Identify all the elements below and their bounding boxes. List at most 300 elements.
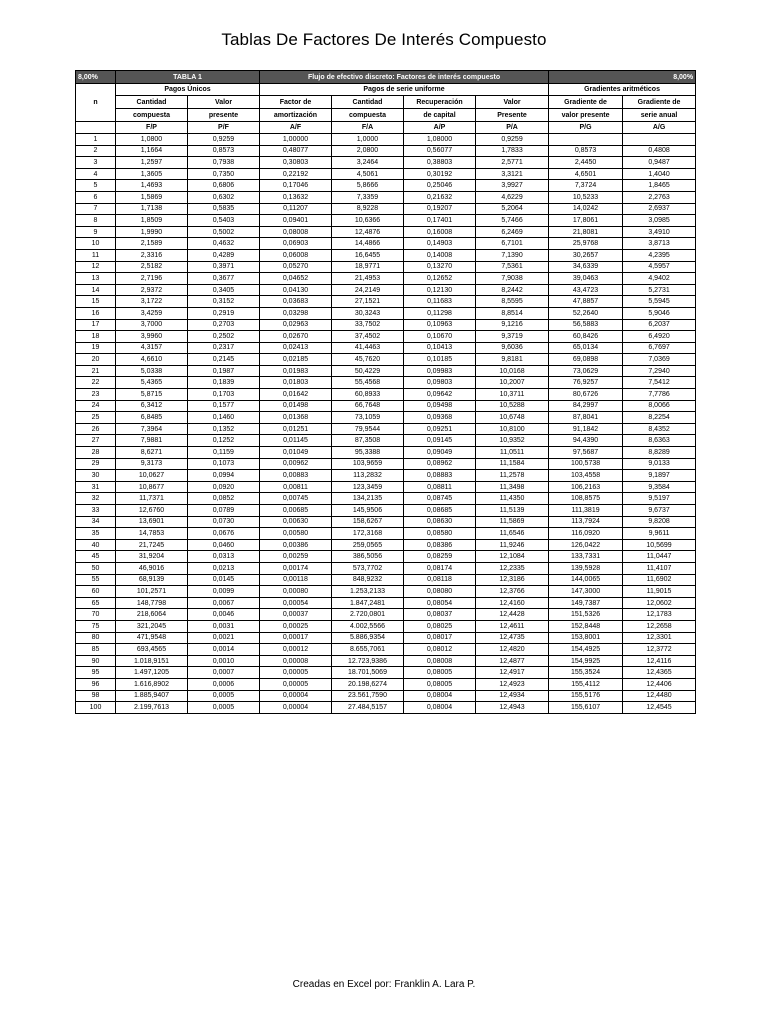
fa-cell: 14,4866 — [332, 238, 404, 250]
fp-cell: 1.885,9407 — [116, 690, 188, 702]
fp-cell: 14,7853 — [116, 528, 188, 540]
table-row — [76, 145, 696, 157]
fa-cell: 24,2149 — [332, 284, 404, 296]
table-row — [76, 667, 696, 679]
fp-cell: 6,8485 — [116, 412, 188, 424]
table-row — [76, 238, 696, 250]
fp-cell: 4,6610 — [116, 354, 188, 366]
column-header-line2: amortización — [260, 109, 332, 122]
n-cell: 11 — [76, 249, 116, 261]
af-cell: 0,00630 — [260, 516, 332, 528]
pf-cell: 0,0007 — [188, 667, 260, 679]
pf-cell: 0,6806 — [188, 180, 260, 192]
column-header-line2: compuesta — [332, 109, 404, 122]
pg-cell: 76,9257 — [549, 377, 623, 389]
table-row — [76, 377, 696, 389]
fp-cell: 10,0627 — [116, 470, 188, 482]
af-cell: 0,00811 — [260, 481, 332, 493]
fp-cell: 5,8715 — [116, 389, 188, 401]
pg-cell: 14,0242 — [549, 203, 623, 215]
table-row — [76, 620, 696, 632]
table-row — [76, 365, 696, 377]
n-cell: 7 — [76, 203, 116, 215]
table-row — [76, 458, 696, 470]
pa-cell: 12,4611 — [476, 620, 549, 632]
af-cell: 0,00004 — [260, 690, 332, 702]
n-cell: 40 — [76, 539, 116, 551]
af-cell: 0,08008 — [260, 226, 332, 238]
table-row — [76, 562, 696, 574]
pg-cell: 10,5233 — [549, 191, 623, 203]
table-row — [76, 284, 696, 296]
n-cell: 24 — [76, 400, 116, 412]
fa-cell: 1,0000 — [332, 134, 404, 146]
fp-cell: 31,9204 — [116, 551, 188, 563]
af-cell: 0,06008 — [260, 249, 332, 261]
group-uniform-series: Pagos de serie uniforme — [260, 84, 549, 96]
pa-cell: 8,2442 — [476, 284, 549, 296]
pg-cell: 94,4390 — [549, 435, 623, 447]
pg-cell: 111,3819 — [549, 505, 623, 517]
table-row — [76, 528, 696, 540]
column-header-line2: compuesta — [116, 109, 188, 122]
fa-cell: 50,4229 — [332, 365, 404, 377]
ag-cell: 2,2763 — [623, 191, 696, 203]
table-row — [76, 644, 696, 656]
fp-cell: 7,3964 — [116, 423, 188, 435]
af-cell: 0,00025 — [260, 620, 332, 632]
pf-cell: 0,2919 — [188, 307, 260, 319]
pf-cell: 0,0046 — [188, 609, 260, 621]
af-cell: 0,06903 — [260, 238, 332, 250]
column-header-line2: presente — [188, 109, 260, 122]
pf-cell: 0,1577 — [188, 400, 260, 412]
af-cell: 0,01642 — [260, 389, 332, 401]
ag-cell: 7,2940 — [623, 365, 696, 377]
table-row — [76, 481, 696, 493]
pg-cell: 34,6339 — [549, 261, 623, 273]
n-cell: 35 — [76, 528, 116, 540]
fp-cell: 2,9372 — [116, 284, 188, 296]
pg-cell: 108,8575 — [549, 493, 623, 505]
pa-cell: 12,1084 — [476, 551, 549, 563]
n-cell: 60 — [76, 586, 116, 598]
table-row — [76, 505, 696, 517]
n-column-header: n — [76, 84, 116, 122]
pa-cell: 12,2335 — [476, 562, 549, 574]
n-cell: 9 — [76, 226, 116, 238]
ag-cell: 8,6363 — [623, 435, 696, 447]
af-cell: 0,00580 — [260, 528, 332, 540]
pf-cell: 0,0213 — [188, 562, 260, 574]
fp-cell: 1.018,9151 — [116, 655, 188, 667]
fp-cell: 68,9139 — [116, 574, 188, 586]
column-header-line1: Gradiente de — [623, 96, 696, 109]
fp-cell: 1,3605 — [116, 168, 188, 180]
pf-cell: 0,5002 — [188, 226, 260, 238]
fp-cell: 148,7798 — [116, 597, 188, 609]
pf-cell: 0,0145 — [188, 574, 260, 586]
fp-cell: 3,7000 — [116, 319, 188, 331]
af-cell: 0,00118 — [260, 574, 332, 586]
pa-cell: 4,6229 — [476, 191, 549, 203]
n-cell: 5 — [76, 180, 116, 192]
ap-cell: 0,21632 — [404, 191, 476, 203]
pg-cell: 65,0134 — [549, 342, 623, 354]
fp-cell: 7,9881 — [116, 435, 188, 447]
fa-cell: 18,9771 — [332, 261, 404, 273]
fa-cell: 2.720,0801 — [332, 609, 404, 621]
pg-cell: 91,1842 — [549, 423, 623, 435]
ap-cell: 0,10185 — [404, 354, 476, 366]
ap-cell: 0,08005 — [404, 667, 476, 679]
af-cell: 0,03683 — [260, 296, 332, 308]
pf-cell: 0,2502 — [188, 331, 260, 343]
ag-cell: 9,3584 — [623, 481, 696, 493]
fp-cell: 13,6901 — [116, 516, 188, 528]
ag-cell: 4,9402 — [623, 273, 696, 285]
pf-cell: 0,5403 — [188, 215, 260, 227]
column-name-row-1 — [76, 96, 696, 109]
table-row — [76, 180, 696, 192]
pa-cell: 5,2064 — [476, 203, 549, 215]
table-row — [76, 574, 696, 586]
af-cell: 0,00004 — [260, 702, 332, 714]
n-cell: 50 — [76, 562, 116, 574]
pf-cell: 0,7938 — [188, 157, 260, 169]
ap-cell: 0,12652 — [404, 273, 476, 285]
ag-cell: 12,3772 — [623, 644, 696, 656]
pf-cell: 0,1987 — [188, 365, 260, 377]
n-cell: 95 — [76, 667, 116, 679]
pf-cell: 0,0460 — [188, 539, 260, 551]
fa-cell: 134,2135 — [332, 493, 404, 505]
n-cell: 13 — [76, 273, 116, 285]
fa-cell: 37,4502 — [332, 331, 404, 343]
fa-cell: 12,4876 — [332, 226, 404, 238]
af-cell: 0,05270 — [260, 261, 332, 273]
ap-cell: 0,09983 — [404, 365, 476, 377]
ag-cell: 5,5945 — [623, 296, 696, 308]
af-cell: 1,00000 — [260, 134, 332, 146]
fa-cell: 41,4463 — [332, 342, 404, 354]
pf-cell: 0,3677 — [188, 273, 260, 285]
ap-cell: 0,56077 — [404, 145, 476, 157]
pa-cell: 10,3711 — [476, 389, 549, 401]
n-cell: 14 — [76, 284, 116, 296]
table-row — [76, 400, 696, 412]
n-cell: 26 — [76, 423, 116, 435]
table-body — [76, 134, 696, 714]
pa-cell: 12,4923 — [476, 678, 549, 690]
fa-cell: 386,5056 — [332, 551, 404, 563]
pf-cell: 0,0014 — [188, 644, 260, 656]
pf-cell: 0,4632 — [188, 238, 260, 250]
n-cell: 98 — [76, 690, 116, 702]
n-cell: 23 — [76, 389, 116, 401]
af-cell: 0,48077 — [260, 145, 332, 157]
column-header-line1: Valor — [476, 96, 549, 109]
pa-cell: 12,4943 — [476, 702, 549, 714]
column-symbol: A/P — [404, 122, 476, 134]
fp-cell: 10,8677 — [116, 481, 188, 493]
rate-left: 8,00% — [76, 71, 116, 84]
table-row — [76, 412, 696, 424]
column-header-line2: Presente — [476, 109, 549, 122]
column-header-line1: Valor — [188, 96, 260, 109]
fa-cell: 172,3168 — [332, 528, 404, 540]
fp-cell: 5,4365 — [116, 377, 188, 389]
table-row — [76, 435, 696, 447]
ag-cell: 0,9487 — [623, 157, 696, 169]
table-row — [76, 678, 696, 690]
fp-cell: 1,4693 — [116, 180, 188, 192]
pg-cell: 73,0629 — [549, 365, 623, 377]
n-cell: 55 — [76, 574, 116, 586]
pa-cell: 7,1390 — [476, 249, 549, 261]
ap-cell: 0,09368 — [404, 412, 476, 424]
ap-cell: 0,14008 — [404, 249, 476, 261]
fp-cell: 21,7245 — [116, 539, 188, 551]
fa-cell: 1.847,2481 — [332, 597, 404, 609]
fp-cell: 8,6271 — [116, 447, 188, 459]
af-cell: 0,00259 — [260, 551, 332, 563]
ap-cell: 0,08630 — [404, 516, 476, 528]
ag-cell: 3,8713 — [623, 238, 696, 250]
n-cell: 4 — [76, 168, 116, 180]
n-cell: 12 — [76, 261, 116, 273]
pa-cell: 12,3186 — [476, 574, 549, 586]
table-row — [76, 423, 696, 435]
ap-cell: 0,16008 — [404, 226, 476, 238]
pg-cell — [549, 134, 623, 146]
pg-cell: 133,7331 — [549, 551, 623, 563]
ap-cell: 0,12130 — [404, 284, 476, 296]
table-row — [76, 447, 696, 459]
n-cell: 32 — [76, 493, 116, 505]
pa-cell: 6,7101 — [476, 238, 549, 250]
af-cell: 0,17046 — [260, 180, 332, 192]
table-row — [76, 493, 696, 505]
fp-cell: 2,7196 — [116, 273, 188, 285]
af-cell: 0,01498 — [260, 400, 332, 412]
pg-cell: 155,3524 — [549, 667, 623, 679]
fa-cell: 79,9544 — [332, 423, 404, 435]
ap-cell: 0,08025 — [404, 620, 476, 632]
pf-cell: 0,9259 — [188, 134, 260, 146]
n-cell: 29 — [76, 458, 116, 470]
pg-cell: 56,5883 — [549, 319, 623, 331]
ag-cell: 7,7786 — [623, 389, 696, 401]
pf-cell: 0,1352 — [188, 423, 260, 435]
af-cell: 0,01251 — [260, 423, 332, 435]
fa-cell: 103,9659 — [332, 458, 404, 470]
ap-cell: 0,08118 — [404, 574, 476, 586]
fa-cell: 12.723,9386 — [332, 655, 404, 667]
pf-cell: 0,1252 — [188, 435, 260, 447]
n-cell: 75 — [76, 620, 116, 632]
n-cell: 90 — [76, 655, 116, 667]
fp-cell: 693,4565 — [116, 644, 188, 656]
pa-cell: 11,4350 — [476, 493, 549, 505]
pg-cell: 154,9925 — [549, 655, 623, 667]
pf-cell: 0,0676 — [188, 528, 260, 540]
af-cell: 0,00005 — [260, 667, 332, 679]
pg-cell: 139,5928 — [549, 562, 623, 574]
table-row — [76, 296, 696, 308]
pf-cell: 0,2145 — [188, 354, 260, 366]
ap-cell: 0,09049 — [404, 447, 476, 459]
fa-cell: 145,9506 — [332, 505, 404, 517]
pa-cell: 12,4820 — [476, 644, 549, 656]
pg-cell: 152,8448 — [549, 620, 623, 632]
column-header-line1: Gradiente de — [549, 96, 623, 109]
ap-cell: 0,08004 — [404, 690, 476, 702]
ag-cell: 2,6937 — [623, 203, 696, 215]
ap-cell: 0,08685 — [404, 505, 476, 517]
pf-cell: 0,2703 — [188, 319, 260, 331]
af-cell: 0,01983 — [260, 365, 332, 377]
ag-cell: 10,5699 — [623, 539, 696, 551]
column-symbol: F/P — [116, 122, 188, 134]
table-row — [76, 319, 696, 331]
ag-cell: 12,2658 — [623, 620, 696, 632]
pf-cell: 0,0994 — [188, 470, 260, 482]
table-row — [76, 655, 696, 667]
ag-cell: 9,1897 — [623, 470, 696, 482]
pa-cell: 10,6748 — [476, 412, 549, 424]
fa-cell: 73,1059 — [332, 412, 404, 424]
ap-cell: 0,08580 — [404, 528, 476, 540]
table-row — [76, 273, 696, 285]
pa-cell: 12,4428 — [476, 609, 549, 621]
fa-cell: 45,7620 — [332, 354, 404, 366]
af-cell: 0,00008 — [260, 655, 332, 667]
ap-cell: 1,08000 — [404, 134, 476, 146]
footer-credit: Creadas en Excel por: Franklin A. Lara P. — [292, 979, 476, 990]
ag-cell: 6,2037 — [623, 319, 696, 331]
fa-cell: 87,3508 — [332, 435, 404, 447]
pa-cell: 9,1216 — [476, 319, 549, 331]
n-cell: 85 — [76, 644, 116, 656]
ap-cell: 0,08962 — [404, 458, 476, 470]
pa-cell: 7,9038 — [476, 273, 549, 285]
n-cell: 20 — [76, 354, 116, 366]
fp-cell: 471,9548 — [116, 632, 188, 644]
pa-cell: 3,3121 — [476, 168, 549, 180]
n-cell: 6 — [76, 191, 116, 203]
ap-cell: 0,08811 — [404, 481, 476, 493]
pg-cell: 153,8001 — [549, 632, 623, 644]
pf-cell: 0,6302 — [188, 191, 260, 203]
pg-cell: 106,2163 — [549, 481, 623, 493]
column-name-row-2 — [76, 109, 696, 122]
fa-cell: 18.701,5069 — [332, 667, 404, 679]
column-symbol: P/A — [476, 122, 549, 134]
column-symbol: P/G — [549, 122, 623, 134]
pf-cell: 0,1703 — [188, 389, 260, 401]
column-symbol: A/F — [260, 122, 332, 134]
n-cell: 45 — [76, 551, 116, 563]
ap-cell: 0,08008 — [404, 655, 476, 667]
n-cell: 30 — [76, 470, 116, 482]
ag-cell: 11,9015 — [623, 586, 696, 598]
pa-cell: 11,6546 — [476, 528, 549, 540]
ap-cell: 0,08174 — [404, 562, 476, 574]
table-row — [76, 354, 696, 366]
column-header-line1: Recuperación — [404, 96, 476, 109]
fp-cell: 3,4259 — [116, 307, 188, 319]
fa-cell: 21,4953 — [332, 273, 404, 285]
rate-right: 8,00% — [549, 71, 696, 84]
fp-cell: 11,7371 — [116, 493, 188, 505]
ag-cell: 9,0133 — [623, 458, 696, 470]
column-header-line1: Cantidad — [332, 96, 404, 109]
af-cell: 0,02185 — [260, 354, 332, 366]
ap-cell: 0,08745 — [404, 493, 476, 505]
column-header-line2: valor presente — [549, 109, 623, 122]
ag-cell: 12,0602 — [623, 597, 696, 609]
pa-cell: 5,7466 — [476, 215, 549, 227]
pa-cell: 12,4877 — [476, 655, 549, 667]
table-row — [76, 157, 696, 169]
pa-cell: 7,5361 — [476, 261, 549, 273]
n-cell: 10 — [76, 238, 116, 250]
table-row — [76, 226, 696, 238]
fp-cell: 6,3412 — [116, 400, 188, 412]
fa-cell: 2,0800 — [332, 145, 404, 157]
ag-cell: 0,4808 — [623, 145, 696, 157]
pa-cell: 11,3498 — [476, 481, 549, 493]
pa-cell: 11,2578 — [476, 470, 549, 482]
pf-cell: 0,0031 — [188, 620, 260, 632]
ag-cell: 3,4910 — [623, 226, 696, 238]
ag-cell: 11,0447 — [623, 551, 696, 563]
pa-cell: 12,4160 — [476, 597, 549, 609]
ag-cell: 12,4406 — [623, 678, 696, 690]
table-row — [76, 586, 696, 598]
ag-cell: 5,2731 — [623, 284, 696, 296]
n-cell: 17 — [76, 319, 116, 331]
fa-cell: 3,2464 — [332, 157, 404, 169]
column-header-line1: Cantidad — [116, 96, 188, 109]
table-row — [76, 307, 696, 319]
pg-cell: 4,6501 — [549, 168, 623, 180]
fa-cell: 5.886,9354 — [332, 632, 404, 644]
fa-cell: 8.655,7061 — [332, 644, 404, 656]
pa-cell: 10,5288 — [476, 400, 549, 412]
fp-cell: 12,6760 — [116, 505, 188, 517]
pg-cell: 155,6107 — [549, 702, 623, 714]
pa-cell: 12,3766 — [476, 586, 549, 598]
pf-cell: 0,1159 — [188, 447, 260, 459]
fp-cell: 1.616,8902 — [116, 678, 188, 690]
pa-cell: 11,1584 — [476, 458, 549, 470]
ag-cell: 1,8465 — [623, 180, 696, 192]
pa-cell: 9,6036 — [476, 342, 549, 354]
pa-cell: 2,5771 — [476, 157, 549, 169]
fa-cell: 4.002,5566 — [332, 620, 404, 632]
fa-cell: 30,3243 — [332, 307, 404, 319]
ag-cell: 11,6902 — [623, 574, 696, 586]
pg-cell: 147,3000 — [549, 586, 623, 598]
pa-cell: 11,9246 — [476, 539, 549, 551]
ag-cell: 11,4107 — [623, 562, 696, 574]
pg-cell: 25,9768 — [549, 238, 623, 250]
af-cell: 0,30803 — [260, 157, 332, 169]
group-arithmetic-gradients: Gradientes aritméticos — [549, 84, 696, 96]
flow-label: Flujo de efectivo discreto: Factores de interés compuesto — [260, 71, 549, 84]
